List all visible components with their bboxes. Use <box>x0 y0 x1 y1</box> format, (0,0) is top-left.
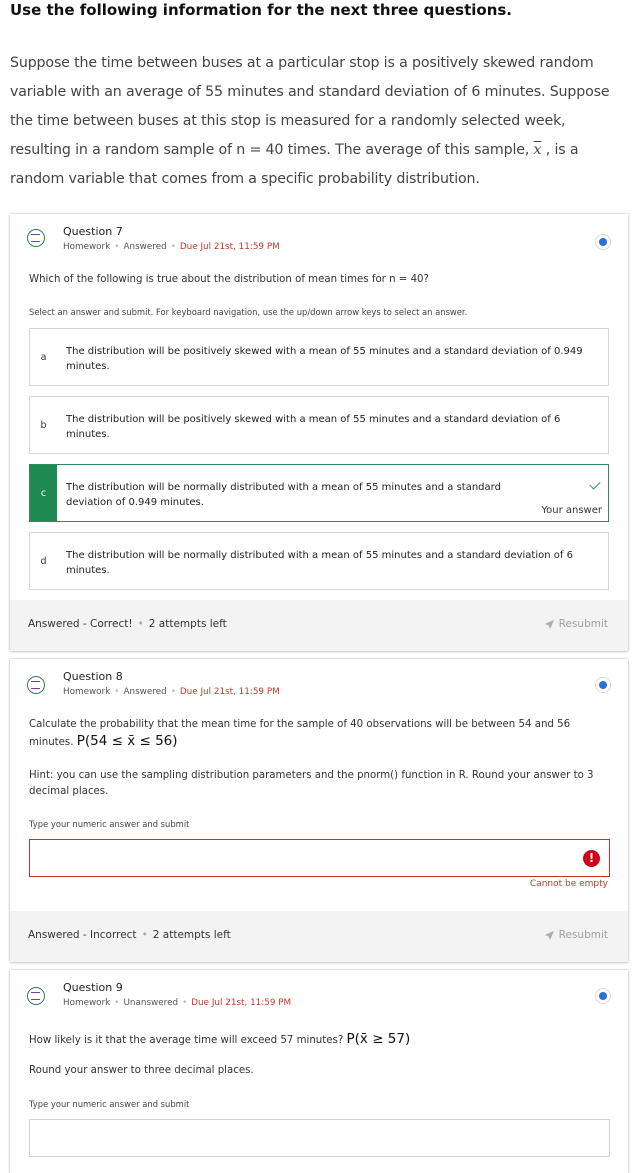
bookmark-icon[interactable] <box>595 234 611 250</box>
your-answer-label: Your answer <box>541 505 602 516</box>
answer-field[interactable] <box>30 1120 609 1156</box>
question-prompt: Calculate the probability that the mean time for the sample of 40 observations will be between 54 and 56 minutes. P(54 ≤ x̄ ≤ 56) <box>29 719 571 749</box>
question-8-card <box>10 659 628 962</box>
resubmit-button[interactable]: Resubmit <box>544 618 608 630</box>
choice-text: The distribution will be normally distributed with a mean of 55 minutes and a standard deviation of 0.949 minutes. <box>66 482 501 508</box>
question-type-icon <box>27 229 45 247</box>
question-meta: Homework • Unanswered • Due Jul 21st, 11:59 PM <box>63 998 292 1008</box>
rounding-instruction: Round your answer to three decimal places. <box>29 1065 254 1076</box>
section-header: Use the following information for the next three questions. <box>10 1 512 19</box>
bookmark-icon[interactable] <box>595 677 611 693</box>
question-footer <box>10 600 628 651</box>
question-title: Question 7 <box>63 225 123 238</box>
question-prompt: How likely is it that the average time will exceed 57 minutes? P(x̄ ≥ 57) <box>29 1031 411 1047</box>
result-status: Answered - Incorrect • 2 attempts left <box>28 929 231 941</box>
choice-b[interactable] <box>29 396 609 454</box>
send-icon <box>544 930 555 941</box>
probability-expression: P(54 ≤ x̄ ≤ 56) <box>76 733 178 749</box>
hint-text: Hint: you can use the sampling distribution parameters and the pnorm() function in R. Round your answer to 3 decimal places. <box>29 770 594 797</box>
question-title: Question 8 <box>63 670 123 683</box>
question-7-card <box>10 214 628 651</box>
question-title: Question 9 <box>63 981 123 994</box>
choice-text: The distribution will be positively skewed with a mean of 55 minutes and a standard deviation of 6 minutes. <box>66 414 561 440</box>
question-type-icon <box>27 987 45 1005</box>
question-meta: Homework • Answered • Due Jul 21st, 11:59 PM <box>63 687 280 697</box>
choice-letter: a <box>40 351 47 363</box>
input-label: Type your numeric answer and submit <box>29 819 190 829</box>
checkmark-icon <box>589 478 600 489</box>
sample-mean-symbol: $\overline{x}$ <box>533 142 542 158</box>
numeric-answer-input[interactable] <box>29 1119 610 1157</box>
question-9-card <box>10 970 628 1173</box>
intro-paragraph <box>10 49 626 194</box>
due-date: Due Jul 21st, 11:59 PM <box>179 242 280 252</box>
bookmark-icon[interactable] <box>595 988 611 1004</box>
question-meta: Homework • Answered • Due Jul 21st, 11:59 PM <box>63 242 280 252</box>
answer-field[interactable] <box>30 840 609 876</box>
choice-text: The distribution will be positively skewed with a mean of 55 minutes and a standard deviation of 0.949 minutes. <box>66 346 583 372</box>
answer-instructions: Select an answer and submit. For keyboard navigation, use the up/down arrow keys to select an answer. <box>29 307 468 317</box>
choice-letter: d <box>40 555 47 567</box>
choice-d[interactable] <box>29 532 609 590</box>
choice-c[interactable] <box>29 464 609 522</box>
send-icon <box>544 619 555 630</box>
probability-expression: P(x̄ ≥ 57) <box>346 1031 411 1047</box>
error-message: Cannot be empty <box>529 879 608 889</box>
due-date: Due Jul 21st, 11:59 PM <box>191 998 292 1008</box>
question-footer <box>10 911 628 962</box>
question-type-icon <box>27 676 45 694</box>
intro-text-2: , is a random variable that comes from a specific probability distribution. <box>10 142 579 187</box>
question-prompt: Which of the following is true about the distribution of mean times for n = 40? <box>29 274 429 285</box>
choice-text: The distribution will be normally distributed with a mean of 55 minutes and a standard deviation of 6 minutes. <box>66 550 573 576</box>
error-icon: ! <box>583 850 600 867</box>
choice-letter: b <box>40 419 47 431</box>
choice-letter: c <box>30 465 57 521</box>
result-status: Answered - Correct! • 2 attempts left <box>28 618 227 630</box>
numeric-answer-input[interactable] <box>29 839 610 877</box>
intro-text-1: Suppose the time between buses at a particular stop is a positively skewed random variable with an average of 55 minutes and standard deviation of 6 minutes. Suppose the time between buses at this stop is measured for a randomly selected week, resulting in a random sample of n = 40 times. The average of this sample, <box>10 55 610 158</box>
resubmit-button[interactable]: Resubmit <box>544 929 608 941</box>
input-label: Type your numeric answer and submit <box>29 1099 190 1109</box>
choice-a[interactable] <box>29 328 609 386</box>
due-date: Due Jul 21st, 11:59 PM <box>179 687 280 697</box>
